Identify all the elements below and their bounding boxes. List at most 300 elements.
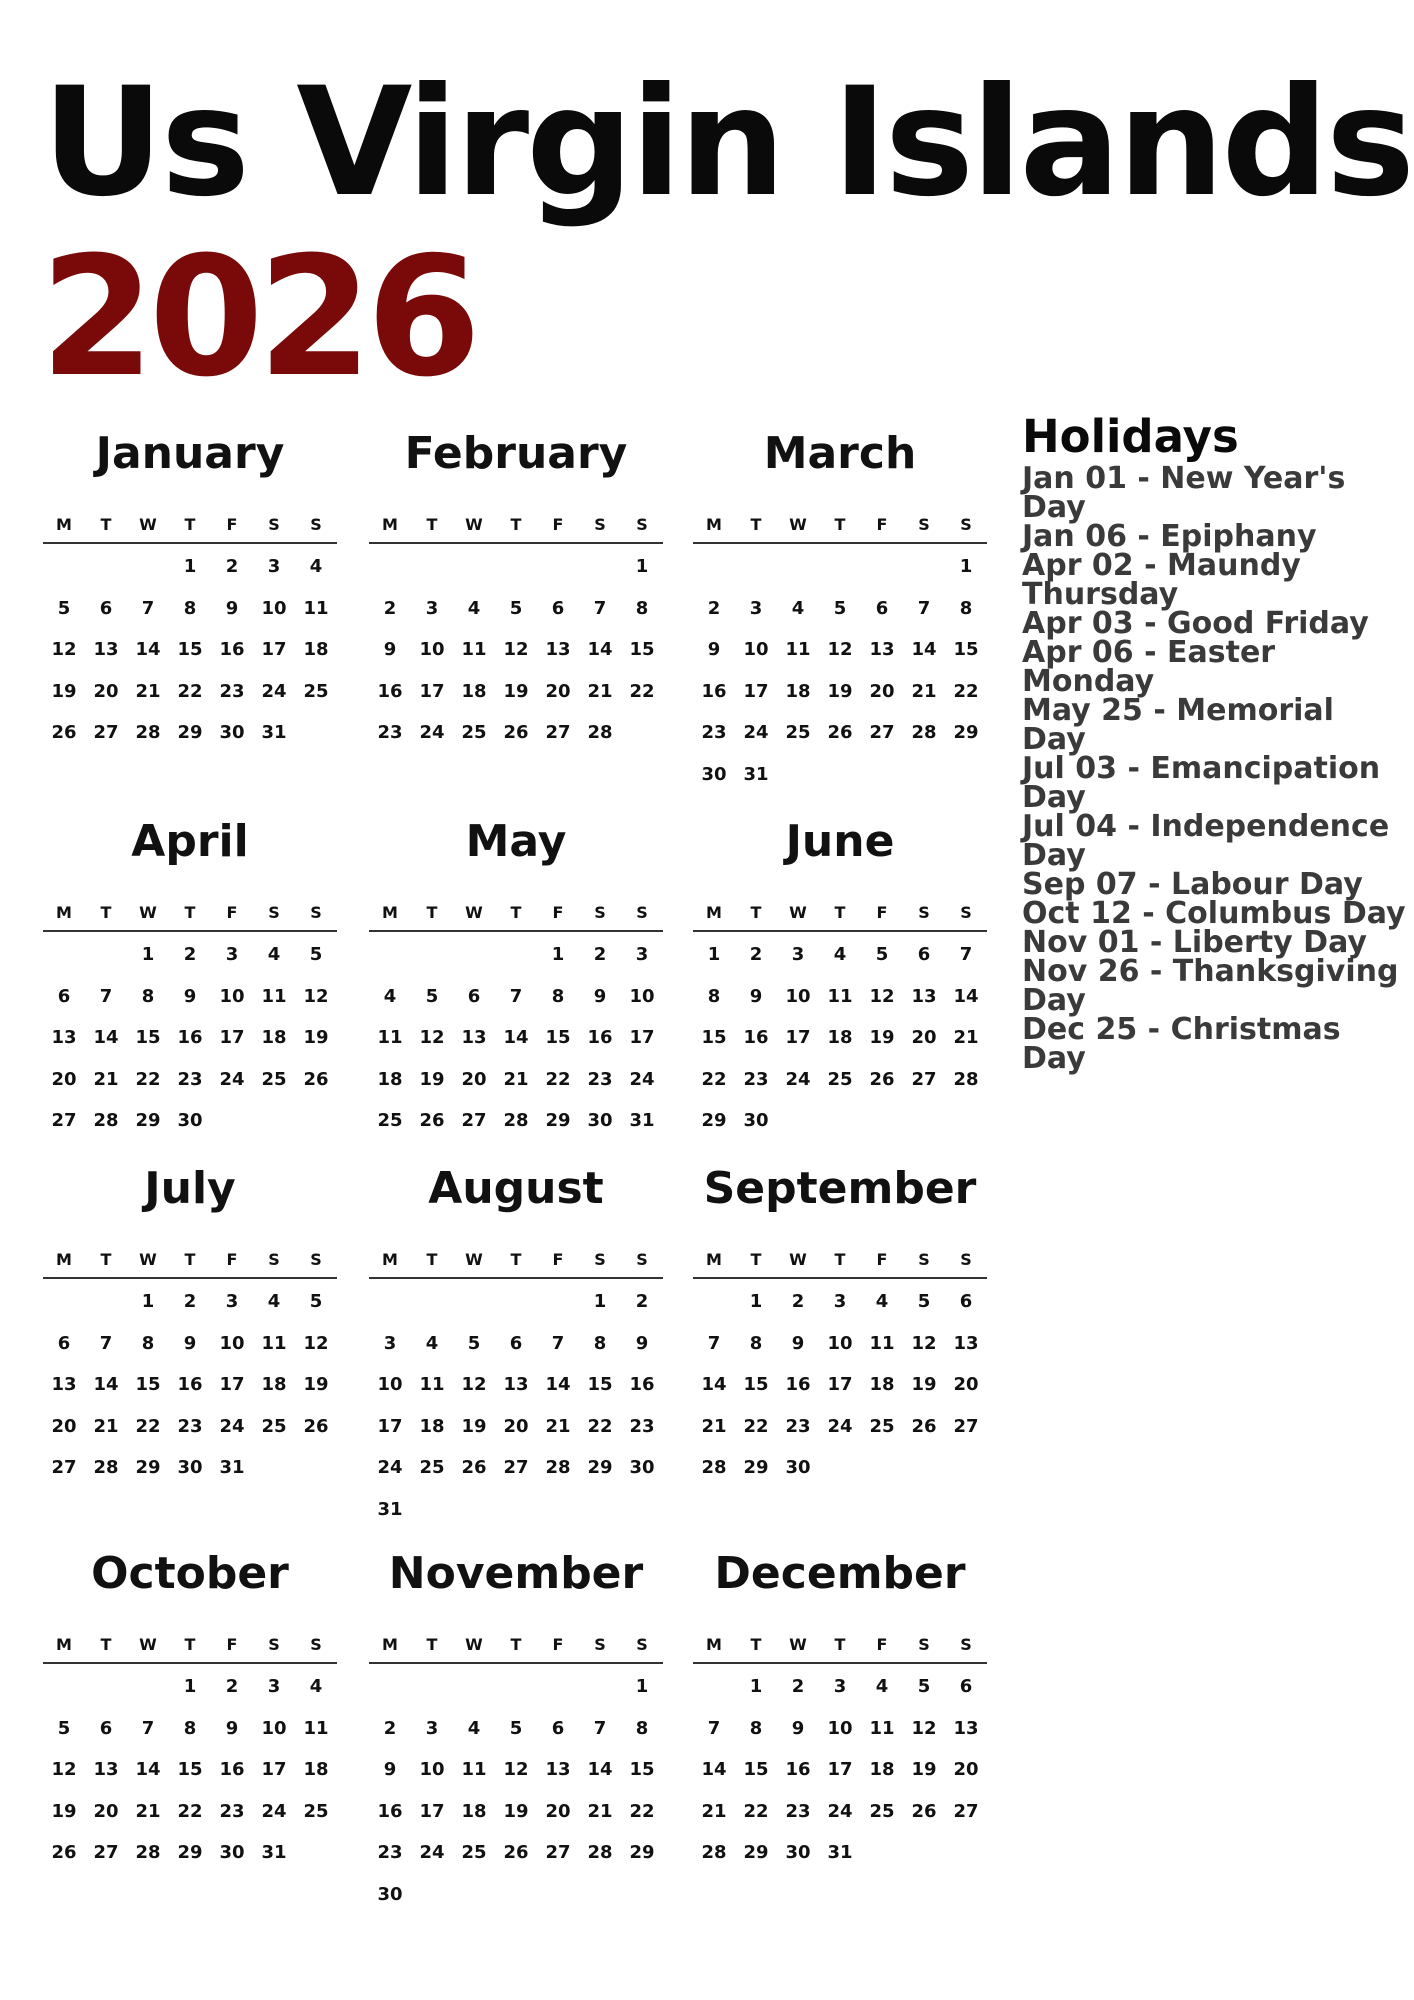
day-cell: 22 — [629, 680, 655, 702]
weekday-label: F — [226, 515, 238, 534]
day-cell: 27 — [953, 1800, 979, 1822]
day-cell: 1 — [707, 944, 721, 965]
day-cell: 4 — [267, 944, 281, 965]
day-cell: 6 — [551, 1717, 565, 1739]
day-cell: 5 — [875, 944, 889, 965]
holiday-item: Oct 12 - Columbus Day — [1022, 896, 1406, 931]
day-cell: 18 — [869, 1374, 895, 1395]
day-cell: 9 — [183, 1332, 197, 1354]
day-cell: 20 — [953, 1374, 979, 1395]
month-name: November — [388, 1548, 644, 1599]
day-cell: 17 — [743, 680, 769, 702]
day-cell: 5 — [309, 1291, 323, 1312]
weekday-label: F — [552, 515, 564, 534]
day-cell: 26 — [51, 1842, 77, 1863]
day-cell: 6 — [959, 1676, 973, 1697]
weekday-label: S — [636, 515, 648, 534]
day-cell: 21 — [911, 680, 937, 702]
day-cell: 8 — [183, 1717, 197, 1739]
weekday-label: T — [184, 1635, 196, 1654]
holidays-panel — [1022, 410, 1407, 1076]
day-cell: 13 — [93, 639, 119, 660]
day-cell: 4 — [875, 1676, 889, 1697]
day-cell: 28 — [701, 1842, 727, 1863]
day-cell: 17 — [219, 1027, 245, 1048]
day-cell: 1 — [183, 556, 197, 577]
day-cell: 24 — [261, 1800, 287, 1822]
day-cell-empty — [903, 546, 945, 588]
weekday-label: F — [876, 1250, 888, 1269]
holiday-item: May 25 - Memorial Day — [1022, 693, 1334, 757]
weekday-label: T — [184, 903, 196, 922]
day-cell: 27 — [869, 722, 895, 743]
day-cell: 22 — [953, 680, 979, 702]
month-december — [693, 1540, 987, 1874]
day-cell: 24 — [629, 1068, 655, 1090]
day-cell: 31 — [827, 1842, 853, 1863]
month-name: February — [404, 428, 628, 479]
day-grid — [693, 1281, 987, 1489]
day-cell: 24 — [419, 1842, 445, 1863]
weekday-label: T — [426, 515, 438, 534]
day-cell: 12 — [911, 1332, 937, 1354]
day-cell: 13 — [545, 639, 571, 660]
day-cell: 19 — [911, 1374, 937, 1395]
day-cell: 29 — [953, 722, 979, 743]
day-cell-empty — [43, 934, 85, 976]
weekday-label: M — [382, 903, 398, 922]
day-cell: 30 — [587, 1110, 613, 1131]
day-cell: 10 — [419, 1759, 445, 1780]
day-cell: 4 — [875, 1291, 889, 1312]
weekday-header — [693, 896, 987, 932]
weekday-header — [369, 508, 663, 544]
day-cell: 1 — [183, 1676, 197, 1697]
holiday-item: Sep 07 - Labour Day — [1022, 867, 1363, 902]
day-cell: 4 — [425, 1332, 439, 1354]
day-cell: 7 — [99, 985, 113, 1007]
weekday-label: M — [382, 515, 398, 534]
day-cell: 3 — [749, 597, 763, 619]
day-cell: 23 — [177, 1415, 203, 1437]
day-cell: 18 — [261, 1027, 287, 1048]
day-cell: 8 — [749, 1717, 763, 1739]
day-cell: 15 — [743, 1759, 769, 1780]
day-cell: 10 — [743, 639, 769, 660]
day-cell: 27 — [461, 1110, 487, 1131]
day-cell: 28 — [93, 1110, 119, 1131]
day-cell: 18 — [869, 1759, 895, 1780]
day-cell: 23 — [219, 1800, 245, 1822]
day-cell-empty — [453, 1281, 495, 1323]
day-cell: 28 — [953, 1068, 979, 1090]
day-cell: 15 — [743, 1374, 769, 1395]
day-cell: 16 — [743, 1027, 769, 1048]
day-cell: 7 — [593, 1717, 607, 1739]
day-cell: 9 — [635, 1332, 649, 1354]
day-cell: 29 — [743, 1842, 769, 1863]
day-cell: 17 — [419, 680, 445, 702]
day-cell: 2 — [183, 944, 197, 965]
day-cell: 21 — [503, 1068, 529, 1090]
day-cell: 29 — [701, 1110, 727, 1131]
day-cell-empty — [735, 546, 777, 588]
holiday-item: Jul 04 - Independence Day — [1022, 809, 1390, 873]
day-cell: 18 — [461, 680, 487, 702]
day-cell-empty — [85, 1281, 127, 1323]
day-cell: 10 — [827, 1332, 853, 1354]
day-cell: 23 — [701, 722, 727, 743]
day-cell: 22 — [135, 1415, 161, 1437]
weekday-label: W — [789, 903, 807, 922]
day-cell: 9 — [707, 639, 721, 660]
weekday-label: T — [426, 1635, 438, 1654]
day-cell: 12 — [503, 1759, 529, 1780]
holiday-item: Apr 02 - Maundy Thursday — [1022, 548, 1301, 612]
day-cell: 2 — [183, 1291, 197, 1312]
day-cell: 28 — [503, 1110, 529, 1131]
day-cell: 9 — [183, 985, 197, 1007]
day-cell: 6 — [467, 985, 481, 1007]
day-cell: 12 — [303, 1332, 329, 1354]
day-cell-empty — [495, 934, 537, 976]
day-cell-empty — [369, 546, 411, 588]
day-cell: 13 — [503, 1374, 529, 1395]
day-cell: 19 — [51, 1800, 77, 1822]
day-cell: 3 — [425, 1717, 439, 1739]
weekday-label: M — [706, 1635, 722, 1654]
day-cell: 14 — [93, 1027, 119, 1048]
day-cell: 3 — [225, 1291, 239, 1312]
weekday-header — [693, 1243, 987, 1279]
weekday-label: T — [100, 903, 112, 922]
day-cell: 24 — [827, 1800, 853, 1822]
day-cell: 28 — [545, 1457, 571, 1478]
day-cell-empty — [369, 1281, 411, 1323]
day-cell: 20 — [953, 1759, 979, 1780]
day-cell: 11 — [419, 1374, 445, 1395]
day-cell: 11 — [303, 1717, 329, 1739]
day-cell: 23 — [219, 680, 245, 702]
day-cell: 25 — [461, 1842, 487, 1863]
weekday-label: M — [706, 903, 722, 922]
weekday-label: S — [960, 1635, 972, 1654]
day-cell: 16 — [219, 1759, 245, 1780]
day-cell: 6 — [509, 1332, 523, 1354]
day-cell: 20 — [51, 1415, 77, 1437]
day-cell: 25 — [419, 1457, 445, 1478]
day-cell: 6 — [99, 1717, 113, 1739]
month-name: December — [714, 1548, 966, 1599]
day-cell: 28 — [911, 722, 937, 743]
day-cell: 6 — [917, 944, 931, 965]
day-cell: 21 — [93, 1415, 119, 1437]
holiday-item: Dec 25 - Christmas Day — [1022, 1012, 1341, 1076]
day-cell: 20 — [911, 1027, 937, 1048]
day-cell: 6 — [551, 597, 565, 619]
day-cell: 21 — [701, 1800, 727, 1822]
weekday-label: F — [876, 1635, 888, 1654]
day-cell: 7 — [509, 985, 523, 1007]
holiday-item: Nov 01 - Liberty Day — [1022, 925, 1367, 960]
day-cell: 10 — [629, 985, 655, 1007]
day-cell: 30 — [177, 1110, 203, 1131]
day-cell: 19 — [303, 1027, 329, 1048]
day-cell-empty — [127, 1666, 169, 1708]
day-cell: 26 — [911, 1800, 937, 1822]
day-cell: 23 — [587, 1068, 613, 1090]
day-cell: 27 — [953, 1415, 979, 1437]
day-cell: 25 — [377, 1110, 403, 1131]
weekday-label: M — [706, 515, 722, 534]
day-cell: 11 — [261, 985, 287, 1007]
day-cell: 13 — [51, 1374, 77, 1395]
day-cell: 14 — [701, 1759, 727, 1780]
day-cell: 29 — [545, 1110, 571, 1131]
day-cell: 19 — [827, 680, 853, 702]
weekday-label: M — [56, 903, 72, 922]
day-cell: 5 — [57, 597, 71, 619]
day-cell: 25 — [303, 1800, 329, 1822]
day-grid — [43, 1666, 337, 1874]
day-cell: 19 — [869, 1027, 895, 1048]
weekday-label: F — [552, 1250, 564, 1269]
day-cell-empty — [579, 546, 621, 588]
weekday-label: T — [184, 1250, 196, 1269]
weekday-label: T — [510, 1250, 522, 1269]
day-cell: 20 — [461, 1068, 487, 1090]
day-cell: 2 — [383, 1717, 397, 1739]
day-cell: 1 — [141, 1291, 155, 1312]
day-cell: 25 — [461, 722, 487, 743]
month-october — [43, 1540, 337, 1874]
day-cell: 2 — [707, 597, 721, 619]
day-cell-empty — [861, 546, 903, 588]
day-cell: 31 — [219, 1457, 245, 1478]
day-cell-empty — [693, 546, 735, 588]
weekday-label: S — [268, 903, 280, 922]
day-cell: 11 — [303, 597, 329, 619]
day-cell: 17 — [827, 1374, 853, 1395]
day-cell: 28 — [587, 722, 613, 743]
day-cell-empty — [819, 546, 861, 588]
day-cell: 6 — [57, 985, 71, 1007]
weekday-label: T — [834, 515, 846, 534]
weekday-label: S — [918, 903, 930, 922]
weekday-label: W — [139, 903, 157, 922]
weekday-label: T — [510, 903, 522, 922]
day-cell: 25 — [261, 1415, 287, 1437]
day-cell: 12 — [461, 1374, 487, 1395]
day-cell-empty — [693, 1666, 735, 1708]
day-cell: 9 — [593, 985, 607, 1007]
day-cell: 17 — [419, 1800, 445, 1822]
day-cell: 28 — [701, 1457, 727, 1478]
day-cell: 12 — [51, 639, 77, 660]
weekday-label: S — [918, 1635, 930, 1654]
day-cell: 1 — [593, 1291, 607, 1312]
day-cell: 21 — [701, 1415, 727, 1437]
day-cell: 11 — [827, 985, 853, 1007]
day-cell: 27 — [545, 1842, 571, 1863]
day-cell: 8 — [635, 597, 649, 619]
weekday-label: T — [834, 1250, 846, 1269]
day-grid — [369, 1666, 663, 1915]
day-cell: 20 — [93, 680, 119, 702]
day-cell: 30 — [701, 763, 727, 785]
holiday-item: Jul 03 - Emancipation Day — [1022, 751, 1381, 815]
day-cell: 20 — [93, 1800, 119, 1822]
day-cell: 6 — [959, 1291, 973, 1312]
day-cell: 4 — [467, 597, 481, 619]
day-cell: 8 — [635, 1717, 649, 1739]
day-cell: 16 — [377, 680, 403, 702]
day-cell: 4 — [833, 944, 847, 965]
day-cell: 5 — [917, 1291, 931, 1312]
day-cell: 26 — [503, 722, 529, 743]
day-cell: 2 — [593, 944, 607, 965]
weekday-label: S — [268, 1250, 280, 1269]
calendar-title: Us Virgin Islands — [42, 56, 1413, 230]
day-cell-empty — [693, 1281, 735, 1323]
day-cell: 26 — [503, 1842, 529, 1863]
weekday-label: T — [100, 1250, 112, 1269]
weekday-label: W — [465, 903, 483, 922]
day-cell-empty — [411, 1281, 453, 1323]
day-cell: 22 — [135, 1068, 161, 1090]
day-cell: 5 — [509, 597, 523, 619]
day-cell: 25 — [869, 1800, 895, 1822]
day-cell: 15 — [135, 1374, 161, 1395]
day-cell: 22 — [545, 1068, 571, 1090]
day-cell: 17 — [261, 1759, 287, 1780]
day-cell: 11 — [461, 639, 487, 660]
month-name: April — [131, 816, 249, 867]
day-cell: 13 — [869, 639, 895, 660]
weekday-label: M — [56, 1250, 72, 1269]
day-cell: 18 — [461, 1800, 487, 1822]
day-grid — [693, 934, 987, 1142]
month-name: January — [95, 428, 285, 479]
day-cell: 7 — [707, 1332, 721, 1354]
weekday-label: F — [876, 903, 888, 922]
day-grid — [693, 1666, 987, 1874]
day-cell: 9 — [791, 1332, 805, 1354]
day-cell: 3 — [225, 944, 239, 965]
day-cell-empty — [495, 1281, 537, 1323]
day-cell: 14 — [587, 639, 613, 660]
month-november — [369, 1540, 663, 1915]
weekday-label: S — [268, 1635, 280, 1654]
day-cell: 27 — [911, 1068, 937, 1090]
day-cell-empty — [411, 546, 453, 588]
day-cell: 23 — [377, 722, 403, 743]
day-cell: 12 — [303, 985, 329, 1007]
day-cell: 29 — [135, 1457, 161, 1478]
day-cell-empty — [411, 1666, 453, 1708]
day-cell: 11 — [377, 1027, 403, 1048]
month-name: August — [428, 1163, 604, 1214]
day-cell: 7 — [917, 597, 931, 619]
day-cell: 30 — [377, 1883, 403, 1905]
day-cell: 13 — [93, 1759, 119, 1780]
day-cell: 1 — [635, 1676, 649, 1697]
day-cell: 17 — [219, 1374, 245, 1395]
day-cell: 11 — [869, 1332, 895, 1354]
weekday-label: W — [789, 1250, 807, 1269]
weekday-label: T — [750, 903, 762, 922]
day-cell-empty — [537, 546, 579, 588]
month-september — [693, 1155, 987, 1489]
day-cell: 8 — [141, 1332, 155, 1354]
day-cell: 17 — [377, 1415, 403, 1437]
day-cell: 19 — [51, 680, 77, 702]
day-cell: 20 — [545, 680, 571, 702]
day-cell: 31 — [261, 1842, 287, 1863]
day-cell: 7 — [551, 1332, 565, 1354]
day-cell: 15 — [177, 639, 203, 660]
weekday-label: S — [310, 515, 322, 534]
weekday-label: S — [918, 1250, 930, 1269]
day-cell: 12 — [419, 1027, 445, 1048]
weekday-label: S — [310, 1635, 322, 1654]
weekday-label: W — [139, 1250, 157, 1269]
day-cell: 29 — [135, 1110, 161, 1131]
day-cell: 31 — [629, 1110, 655, 1131]
day-cell: 23 — [785, 1415, 811, 1437]
day-cell: 3 — [791, 944, 805, 965]
weekday-label: M — [706, 1250, 722, 1269]
weekday-label: W — [789, 515, 807, 534]
day-cell: 19 — [503, 1800, 529, 1822]
day-cell: 2 — [791, 1676, 805, 1697]
day-cell: 2 — [225, 556, 239, 577]
day-cell: 30 — [743, 1110, 769, 1131]
day-cell-empty — [453, 934, 495, 976]
day-cell: 13 — [461, 1027, 487, 1048]
day-cell: 18 — [303, 1759, 329, 1780]
weekday-label: F — [226, 903, 238, 922]
day-cell: 27 — [93, 1842, 119, 1863]
weekday-label: T — [834, 1635, 846, 1654]
day-cell: 30 — [785, 1457, 811, 1478]
weekday-label: W — [139, 1635, 157, 1654]
day-cell: 7 — [959, 944, 973, 965]
weekday-label: W — [139, 515, 157, 534]
weekday-label: T — [426, 903, 438, 922]
day-cell: 18 — [419, 1415, 445, 1437]
day-cell: 8 — [707, 985, 721, 1007]
day-cell: 8 — [141, 985, 155, 1007]
day-cell: 12 — [503, 639, 529, 660]
day-cell: 2 — [635, 1291, 649, 1312]
weekday-label: S — [594, 1635, 606, 1654]
weekday-label: S — [310, 903, 322, 922]
month-march — [693, 420, 987, 795]
day-cell: 9 — [749, 985, 763, 1007]
day-cell-empty — [369, 1666, 411, 1708]
day-cell-empty — [85, 546, 127, 588]
day-cell: 2 — [383, 597, 397, 619]
day-cell: 21 — [953, 1027, 979, 1048]
day-cell: 15 — [953, 639, 979, 660]
day-cell-empty — [777, 546, 819, 588]
day-cell-empty — [369, 934, 411, 976]
day-cell: 3 — [425, 597, 439, 619]
day-cell: 30 — [219, 1842, 245, 1863]
day-cell: 3 — [833, 1676, 847, 1697]
day-cell: 27 — [93, 722, 119, 743]
